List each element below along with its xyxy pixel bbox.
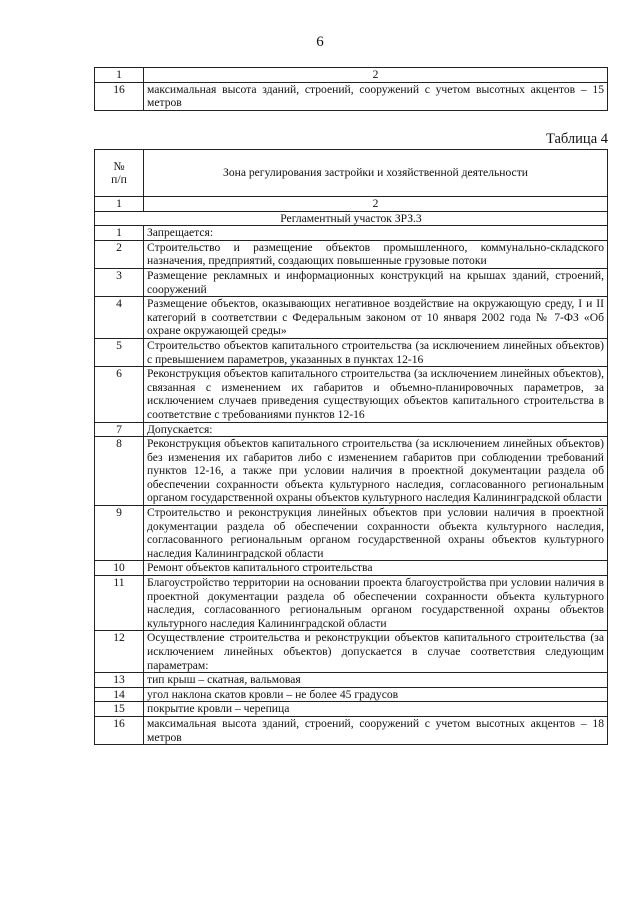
- header-number-line: п/п: [111, 173, 127, 186]
- row-number: 16: [95, 716, 144, 744]
- table-row: [95, 673, 608, 688]
- row-number: 15: [95, 702, 144, 717]
- row-number: 12: [95, 631, 144, 673]
- row-text: тип крыш – скатная, вальмовая: [144, 673, 608, 688]
- row-text: Реконструкция объектов капитального строительства (за исключением линейных объектов), связанная с изменением их габаритов и объемно-планировочных параметров, за исключением случаев приведения существующих объектов капитального строительства в соответствие с требованиями пунктов 12-16: [144, 367, 608, 422]
- row-number: 2: [95, 240, 144, 268]
- row-text: Осуществление строительства и реконструкции объектов капитального строительства (за исключением линейных объектов) допускается в случае соответствия следующим параметрам:: [144, 631, 608, 673]
- row-text: Размещение рекламных и информационных конструкций на крышах зданий, строений, сооружений: [144, 268, 608, 296]
- table-caption: Таблица 4: [545, 131, 608, 147]
- row-text: Допускается:: [144, 422, 608, 437]
- table-row: [95, 226, 608, 241]
- row-number: 7: [95, 422, 144, 437]
- column-number-cell: 1: [95, 197, 144, 212]
- row-text: Ремонт объектов капитального строительства: [144, 561, 608, 576]
- row-text: Строительство объектов капитального строительства (за исключением линейных объектов) с превышением параметров, указанных в пунктах 12-16: [144, 338, 608, 366]
- row-number: 13: [95, 673, 144, 688]
- table-row: [95, 702, 608, 717]
- row-number: 8: [95, 437, 144, 506]
- row-text: максимальная высота зданий, строений, сооружений с учетом высотных акцентов – 18 метров: [144, 716, 608, 744]
- table-row: [95, 687, 608, 702]
- row-number: 4: [95, 297, 144, 339]
- table-row: [95, 268, 608, 296]
- row-text: Реконструкция объектов капитального строительства (за исключением линейных объектов) без изменения их габаритов либо с изменением габаритов при соблюдении требований пунктов 12-16, а также при условии наличия в проектной документации раздела об обеспечении сохранности объекта культурного наследия, согласованного региональным органом государственной охраны объектов культурного наследия Калининградской области: [144, 437, 608, 506]
- continuation-table: [94, 67, 608, 111]
- row-number: 14: [95, 687, 144, 702]
- row-number: 11: [95, 576, 144, 631]
- column-number-cell: 2: [144, 68, 608, 83]
- header-number-line: №: [113, 160, 125, 173]
- table-header-row: [95, 150, 608, 197]
- table-row: [95, 716, 608, 744]
- row-number: 5: [95, 338, 144, 366]
- row-text: покрытие кровли – черепица: [144, 702, 608, 717]
- row-text: Благоустройство территории на основании проекта благоустройства при условии наличия в проектной документации раздела об обеспечении сохранности объекта культурного наследия, согласованного региональным органом государственной охраны объектов культурного наследия Калининградской области: [144, 576, 608, 631]
- table-row: [95, 506, 608, 561]
- header-number-label: [95, 150, 144, 197]
- row-number: 3: [95, 268, 144, 296]
- header-title: Зона регулирования застройки и хозяйственной деятельности: [144, 150, 608, 197]
- row-text: Строительство и реконструкция линейных объектов при условии наличия в проектной документации раздела об обеспечении сохранности объекта культурного наследия, согласованного региональным органом государственной охраны объектов культурного наследия Калининградской области: [144, 506, 608, 561]
- table-row: [95, 631, 608, 673]
- table-row: [95, 240, 608, 268]
- column-number-cell: 1: [95, 68, 144, 83]
- table-row: [95, 561, 608, 576]
- row-text: Запрещается:: [144, 226, 608, 241]
- column-number-row: [95, 197, 608, 212]
- table-header-row: [95, 68, 608, 83]
- table-row: [95, 367, 608, 422]
- row-number: 6: [95, 367, 144, 422]
- column-number-cell: 2: [144, 197, 608, 212]
- row-text: Строительство и размещение объектов промышленного, коммунально-складского назначения, предприятий, создающих повышенные грузовые потоки: [144, 240, 608, 268]
- table-row: [95, 437, 608, 506]
- table-row: [95, 297, 608, 339]
- page-number: 6: [316, 34, 324, 50]
- zone-regulation-table: [94, 149, 608, 745]
- table-row: [95, 422, 608, 437]
- row-text: угол наклона скатов кровли – не более 45 градусов: [144, 687, 608, 702]
- section-title: Регламентный участок ЗРЗ.3: [95, 211, 608, 226]
- table-row: [95, 82, 608, 110]
- row-text: Размещение объектов, оказывающих негативное воздействие на окружающую среду, I и II категорий в соответствии с Федеральным законом от 10 января 2002 года № 7-ФЗ «Об охране окружающей среды»: [144, 297, 608, 339]
- table-row: [95, 576, 608, 631]
- row-text: максимальная высота зданий, строений, сооружений с учетом высотных акцентов – 15 метров: [144, 82, 608, 110]
- row-number: 16: [95, 82, 144, 110]
- table-row: [95, 338, 608, 366]
- row-number: 1: [95, 226, 144, 241]
- row-number: 10: [95, 561, 144, 576]
- row-number: 9: [95, 506, 144, 561]
- section-title-row: [95, 211, 608, 226]
